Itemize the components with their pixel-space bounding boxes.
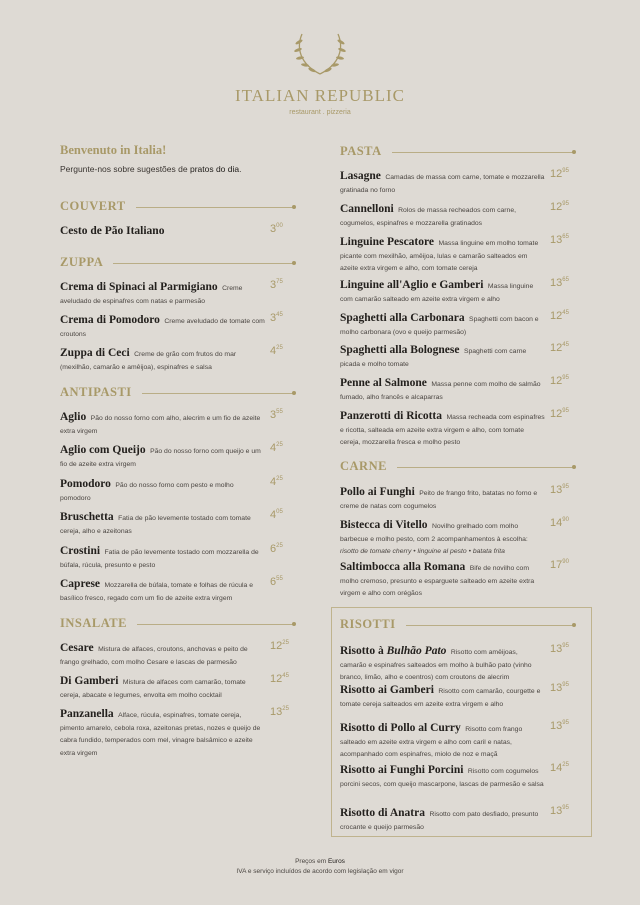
menu-item xyxy=(340,722,580,760)
section-header-risotti xyxy=(340,617,575,633)
footer-tax-note: IVA e serviço incluídos de acordo com legislação em vigor xyxy=(236,868,404,875)
item-name xyxy=(60,675,118,687)
item-name xyxy=(340,519,428,531)
item-price xyxy=(270,640,300,652)
item-description: Fatia de pão levemente tostado com tomate cereja, alho e azeitonas xyxy=(60,515,251,535)
price-euros: 6 xyxy=(270,576,277,588)
price-euros: 4 xyxy=(270,442,277,454)
price-cents: 45 xyxy=(562,310,569,316)
item-price xyxy=(550,234,580,246)
item-description: Pão do nosso forno com pesto e molho pomodoro xyxy=(60,482,234,502)
item-name xyxy=(60,478,111,490)
item-name xyxy=(60,545,100,557)
item-price xyxy=(270,409,300,421)
item-description: Creme de grão com frutos do mar (mexilhão, camarão e amêijoa), espinafres e salsa xyxy=(60,351,237,371)
menu-item xyxy=(60,578,300,603)
item-description: Risotto com amêijoas, camarão e espinafres salteados em molho à bulhão pato (vinho branco, limão, alho e coentros) com croutons de alecrim xyxy=(340,649,532,681)
item-description: Mistura de alfaces com camarão, tomate cereja, abacate e legumes, envolta em molho cocktail xyxy=(60,679,246,699)
menu-item xyxy=(60,545,300,570)
menu-item xyxy=(60,314,300,339)
price-euros: 13 xyxy=(550,484,563,496)
price-cents: 25 xyxy=(276,543,283,549)
section-title: PASTA xyxy=(340,144,392,159)
price-euros: 3 xyxy=(270,279,277,291)
price-euros: 13 xyxy=(550,277,563,289)
item-name-text: Risotto à xyxy=(340,645,384,657)
section-header-pasta xyxy=(340,144,575,160)
price-cents: 65 xyxy=(562,234,569,240)
item-description: Creme aveludado de tomate com croutons xyxy=(60,318,265,338)
menu-item xyxy=(60,511,300,536)
item-description: Spaghetti com bacon e molho carbonara (ovo e queijo parmesão) xyxy=(340,316,539,336)
item-name-text: Di Gamberi xyxy=(60,675,119,687)
item-name xyxy=(340,764,463,776)
section-header-antipasti xyxy=(60,385,295,401)
menu-item xyxy=(340,377,580,402)
item-name-text: Panzerotti di Ricotta xyxy=(340,410,442,422)
price-cents: 75 xyxy=(276,279,283,285)
item-description: Camadas de massa com carne, tomate e mozzarella gratinada no forno xyxy=(340,174,545,194)
item-name xyxy=(60,444,146,456)
item-description: Mistura de alfaces, croutons, anchovas e peito de frango grelhado, com molho Cesare e lascas de parmesão xyxy=(60,646,248,666)
price-euros: 6 xyxy=(270,543,277,555)
item-name-text: Saltimbocca alla Romana xyxy=(340,561,466,573)
price-euros: 4 xyxy=(270,345,277,357)
menu-item xyxy=(60,642,300,667)
price-cents: 90 xyxy=(562,517,569,523)
price-euros: 12 xyxy=(550,408,563,420)
menu-item xyxy=(60,444,300,469)
item-description: Spaghetti com carne picada e molho tomate xyxy=(340,348,527,368)
menu-item xyxy=(340,410,580,448)
price-cents: 95 xyxy=(562,720,569,726)
item-price xyxy=(550,682,580,694)
price-cents: 25 xyxy=(282,640,289,646)
item-description: Massa linguine com camarão salteado em azeite extra virgem e alho xyxy=(340,283,534,303)
price-euros: 12 xyxy=(270,640,283,652)
item-name xyxy=(340,236,434,248)
item-name-text: Aglio com Queijo xyxy=(60,444,146,456)
menu-item xyxy=(340,519,580,557)
price-cents: 25 xyxy=(276,345,283,351)
item-name-text: Aglio xyxy=(60,411,87,423)
item-price xyxy=(270,223,300,235)
menu-item xyxy=(340,561,580,599)
brand-name: ITALIAN REPUBLIC xyxy=(235,86,405,105)
item-name-text: Linguine all'Aglio e Gamberi xyxy=(340,279,484,291)
price-cents: 95 xyxy=(562,201,569,207)
item-name xyxy=(60,511,114,523)
item-price xyxy=(550,484,580,496)
item-description: Massa linguine em molho tomate picante com mexilhão, amêijoa, lulas e camarão salteados em azeite extra virgem e alho, com tomate cereja xyxy=(340,240,539,272)
item-price xyxy=(550,277,580,289)
divider-dot-icon xyxy=(572,465,576,469)
item-price xyxy=(270,576,300,588)
section-title: INSALATE xyxy=(60,616,137,631)
price-cents: 95 xyxy=(562,168,569,174)
menu-item xyxy=(60,225,300,237)
section-title: CARNE xyxy=(340,459,397,474)
item-name-text: Crema di Spinaci al Parmigiano xyxy=(60,281,218,293)
item-name-text: Bistecca di Vitello xyxy=(340,519,428,531)
item-name xyxy=(60,314,160,326)
divider-dot-icon xyxy=(292,391,296,395)
item-name-text: Zuppa di Ceci xyxy=(60,347,130,359)
item-name-text: Crostini xyxy=(60,545,101,557)
item-description-options: risotto de tomate cherry • linguine al pesto • batata frita xyxy=(340,548,505,555)
price-cents: 25 xyxy=(276,442,283,448)
divider-dot-icon xyxy=(292,622,296,626)
item-description: Massa penne com molho de salmão fumado, alho francês e alcaparras xyxy=(340,381,541,401)
item-name-text: Penne al Salmone xyxy=(340,377,427,389)
price-euros: 13 xyxy=(550,805,563,817)
price-cents: 55 xyxy=(276,409,283,415)
item-description: Pão do nosso forno com queijo e um fio de azeite extra virgem xyxy=(60,448,261,468)
laurel-wreath-icon xyxy=(290,30,350,78)
welcome-text-main: Pergunte-nos sobre sugestões de xyxy=(60,164,188,174)
item-price xyxy=(550,643,580,655)
price-euros: 12 xyxy=(550,168,563,180)
divider-dot-icon xyxy=(572,150,576,154)
item-name xyxy=(60,578,100,590)
item-name-text: Cannelloni xyxy=(340,203,394,215)
item-name xyxy=(340,377,427,389)
price-cents: 95 xyxy=(562,484,569,490)
price-euros: 3 xyxy=(270,223,277,235)
item-price xyxy=(550,201,580,213)
price-euros: 12 xyxy=(550,201,563,213)
price-cents: 95 xyxy=(562,682,569,688)
menu-item xyxy=(340,170,580,195)
item-price xyxy=(270,312,300,324)
menu-item xyxy=(60,478,300,503)
price-cents: 55 xyxy=(276,576,283,582)
item-name xyxy=(340,203,394,215)
item-name-text: Cesto de Pão Italiano xyxy=(60,225,165,237)
item-name-text: Risotto ai Gamberi xyxy=(340,684,434,696)
price-euros: 12 xyxy=(550,342,563,354)
item-price xyxy=(550,559,580,571)
price-cents: 90 xyxy=(562,559,569,565)
item-description: Pão do nosso forno com alho, alecrim e um fio de azeite extra virgem xyxy=(60,415,261,435)
item-name xyxy=(340,486,415,498)
item-price xyxy=(550,168,580,180)
item-name xyxy=(60,281,218,293)
item-name-text: Caprese xyxy=(60,578,101,590)
menu-item xyxy=(340,236,580,274)
item-name-text: Risotto ai Funghi Porcini xyxy=(340,764,464,776)
item-description: Rolos de massa recheados com carne, cogumelos, espinafres e mozzarella gratinados xyxy=(340,207,517,227)
item-description: Risotto com pato desfiado, presunto crocante e queijo parmesão xyxy=(340,811,539,831)
item-name xyxy=(60,347,130,359)
price-euros: 13 xyxy=(550,682,563,694)
item-name xyxy=(340,684,434,696)
item-price xyxy=(550,762,580,774)
menu-item xyxy=(60,411,300,436)
menu-item xyxy=(340,279,580,304)
menu-item xyxy=(60,708,300,758)
item-name xyxy=(340,344,459,356)
item-name-text: Spaghetti alla Bolognese xyxy=(340,344,460,356)
item-name xyxy=(60,225,164,237)
item-description: Bife de novilho com molho cremoso, presunto e esparguete salteado em azeite extra virgem e alho com orégãos xyxy=(340,565,535,597)
price-cents: 95 xyxy=(562,375,569,381)
item-name-text: Linguine Pescatore xyxy=(340,236,435,248)
welcome-text-end: . xyxy=(239,164,242,174)
welcome-heading: Benvenuto in Italia! xyxy=(60,143,167,157)
brand-tagline: restaurant . pizzeria xyxy=(289,109,351,116)
footer-currency xyxy=(0,857,640,867)
item-name xyxy=(340,722,461,734)
item-description: Risotto com cogumelos porcini secos, com queijo mascarpone, lascas de parmesão e salsa xyxy=(340,768,544,788)
menu-item xyxy=(60,281,300,306)
item-name-text: Risotto di Anatra xyxy=(340,807,425,819)
item-price xyxy=(550,408,580,420)
menu-item xyxy=(340,645,580,683)
item-description: Creme aveludado de espinafres com natas e parmesão xyxy=(60,285,243,305)
item-name-text: Cesare xyxy=(60,642,94,654)
menu-item xyxy=(60,675,300,700)
item-description: Alface, rúcula, espinafres, tomate cereja, pimento amarelo, cebola roxa, azeitonas pretas, nozes e queijo de cabra fundido, temperados com mel, vinagre balsâmico e azeite extra virgem xyxy=(60,712,261,757)
price-euros: 4 xyxy=(270,509,277,521)
footer-currency-label: Preços em xyxy=(295,858,327,865)
menu-item xyxy=(340,312,580,337)
section-title: ANTIPASTI xyxy=(60,385,142,400)
price-cents: 95 xyxy=(562,643,569,649)
item-description: Mozzarella de búfala, tomate e folhas de rúcula e basílico fresco, regado com um fio de azeite extra virgem xyxy=(60,582,253,602)
price-cents: 65 xyxy=(562,277,569,283)
item-name xyxy=(340,561,465,573)
welcome-highlight: pratos do dia xyxy=(189,164,240,174)
item-price xyxy=(550,720,580,732)
price-cents: 25 xyxy=(282,706,289,712)
price-euros: 12 xyxy=(270,673,283,685)
item-description: Fatia de pão levemente tostado com mozzarella de búfala, rúcula, presunto e pesto xyxy=(60,549,259,569)
section-header-couvert xyxy=(60,199,295,215)
item-name xyxy=(340,279,483,291)
item-price xyxy=(270,442,300,454)
item-name-text: Pomodoro xyxy=(60,478,111,490)
section-title: COUVERT xyxy=(60,199,136,214)
section-title: RISOTTI xyxy=(340,617,406,632)
item-price xyxy=(270,476,300,488)
price-cents: 25 xyxy=(562,762,569,768)
price-cents: 45 xyxy=(282,673,289,679)
price-euros: 14 xyxy=(550,762,563,774)
price-cents: 95 xyxy=(562,408,569,414)
section-header-insalate xyxy=(60,616,295,632)
menu-item xyxy=(340,486,580,511)
menu-item xyxy=(60,347,300,372)
item-price xyxy=(270,673,300,685)
item-name-text: Pollo ai Funghi xyxy=(340,486,415,498)
section-header-zuppa xyxy=(60,255,295,271)
divider-dot-icon xyxy=(292,205,296,209)
section-title: ZUPPA xyxy=(60,255,113,270)
divider-dot-icon xyxy=(572,623,576,627)
item-description: Novilho grelhado com molho barbecue e molho pesto, com 2 acompanhamentos à escolha: xyxy=(340,523,528,543)
price-euros: 13 xyxy=(550,643,563,655)
item-price xyxy=(550,805,580,817)
item-price xyxy=(550,310,580,322)
item-price xyxy=(550,517,580,529)
welcome-text xyxy=(60,164,242,174)
price-euros: 14 xyxy=(550,517,563,529)
price-euros: 12 xyxy=(550,310,563,322)
price-euros: 12 xyxy=(550,375,563,387)
menu-item xyxy=(340,807,580,832)
item-description: Risotto com camarão, courgette e tomate cereja salteados em azeite extra virgem e alho xyxy=(340,688,541,708)
price-cents: 05 xyxy=(276,509,283,515)
price-euros: 13 xyxy=(270,706,283,718)
item-name xyxy=(340,645,446,657)
item-description: Risotto com frango salteado em azeite extra virgem e alho com caril e natas, acompanhado com espinafres, miolo de noz e maçã xyxy=(340,726,523,758)
price-cents: 95 xyxy=(562,805,569,811)
menu-item xyxy=(340,344,580,369)
item-name-text: Risotto di Pollo al Curry xyxy=(340,722,461,734)
item-name-text: Lasagne xyxy=(340,170,381,182)
price-cents: 25 xyxy=(276,476,283,482)
item-price xyxy=(270,279,300,291)
price-cents: 45 xyxy=(276,312,283,318)
item-name xyxy=(340,807,425,819)
item-price xyxy=(270,706,300,718)
item-name xyxy=(340,170,381,182)
item-description: Massa recheada com espinafres e ricotta, salteada em azeite extra virgem e alho, com tomate cereja, mozzarella fresca e molho pesto xyxy=(340,414,545,446)
price-euros: 4 xyxy=(270,476,277,488)
item-name-italic: Bulhão Pato xyxy=(386,645,447,657)
item-price xyxy=(270,345,300,357)
item-name xyxy=(340,410,442,422)
price-euros: 3 xyxy=(270,409,277,421)
price-euros: 3 xyxy=(270,312,277,324)
menu-item xyxy=(340,764,580,789)
menu-item xyxy=(340,203,580,228)
item-name xyxy=(60,642,94,654)
item-name xyxy=(60,708,114,720)
item-name-text: Crema di Pomodoro xyxy=(60,314,160,326)
price-euros: 17 xyxy=(550,559,563,571)
divider-dot-icon xyxy=(292,261,296,265)
price-euros: 13 xyxy=(550,720,563,732)
item-name-text: Bruschetta xyxy=(60,511,114,523)
restaurant-logo xyxy=(0,30,640,116)
item-price xyxy=(550,342,580,354)
item-name-text: Panzanella xyxy=(60,708,114,720)
item-price xyxy=(550,375,580,387)
item-price xyxy=(270,509,300,521)
item-description: Peito de frango frito, batatas no forno e creme de natas com cogumelos xyxy=(340,490,538,510)
section-header-carne xyxy=(340,459,575,475)
item-price xyxy=(270,543,300,555)
item-name xyxy=(340,312,465,324)
price-cents: 45 xyxy=(562,342,569,348)
footer-currency-value: Euros xyxy=(327,858,345,865)
price-euros: 13 xyxy=(550,234,563,246)
item-name xyxy=(60,411,86,423)
price-cents: 00 xyxy=(276,223,283,229)
item-name-text: Spaghetti alla Carbonara xyxy=(340,312,465,324)
menu-item xyxy=(340,684,580,709)
footer xyxy=(0,857,640,877)
